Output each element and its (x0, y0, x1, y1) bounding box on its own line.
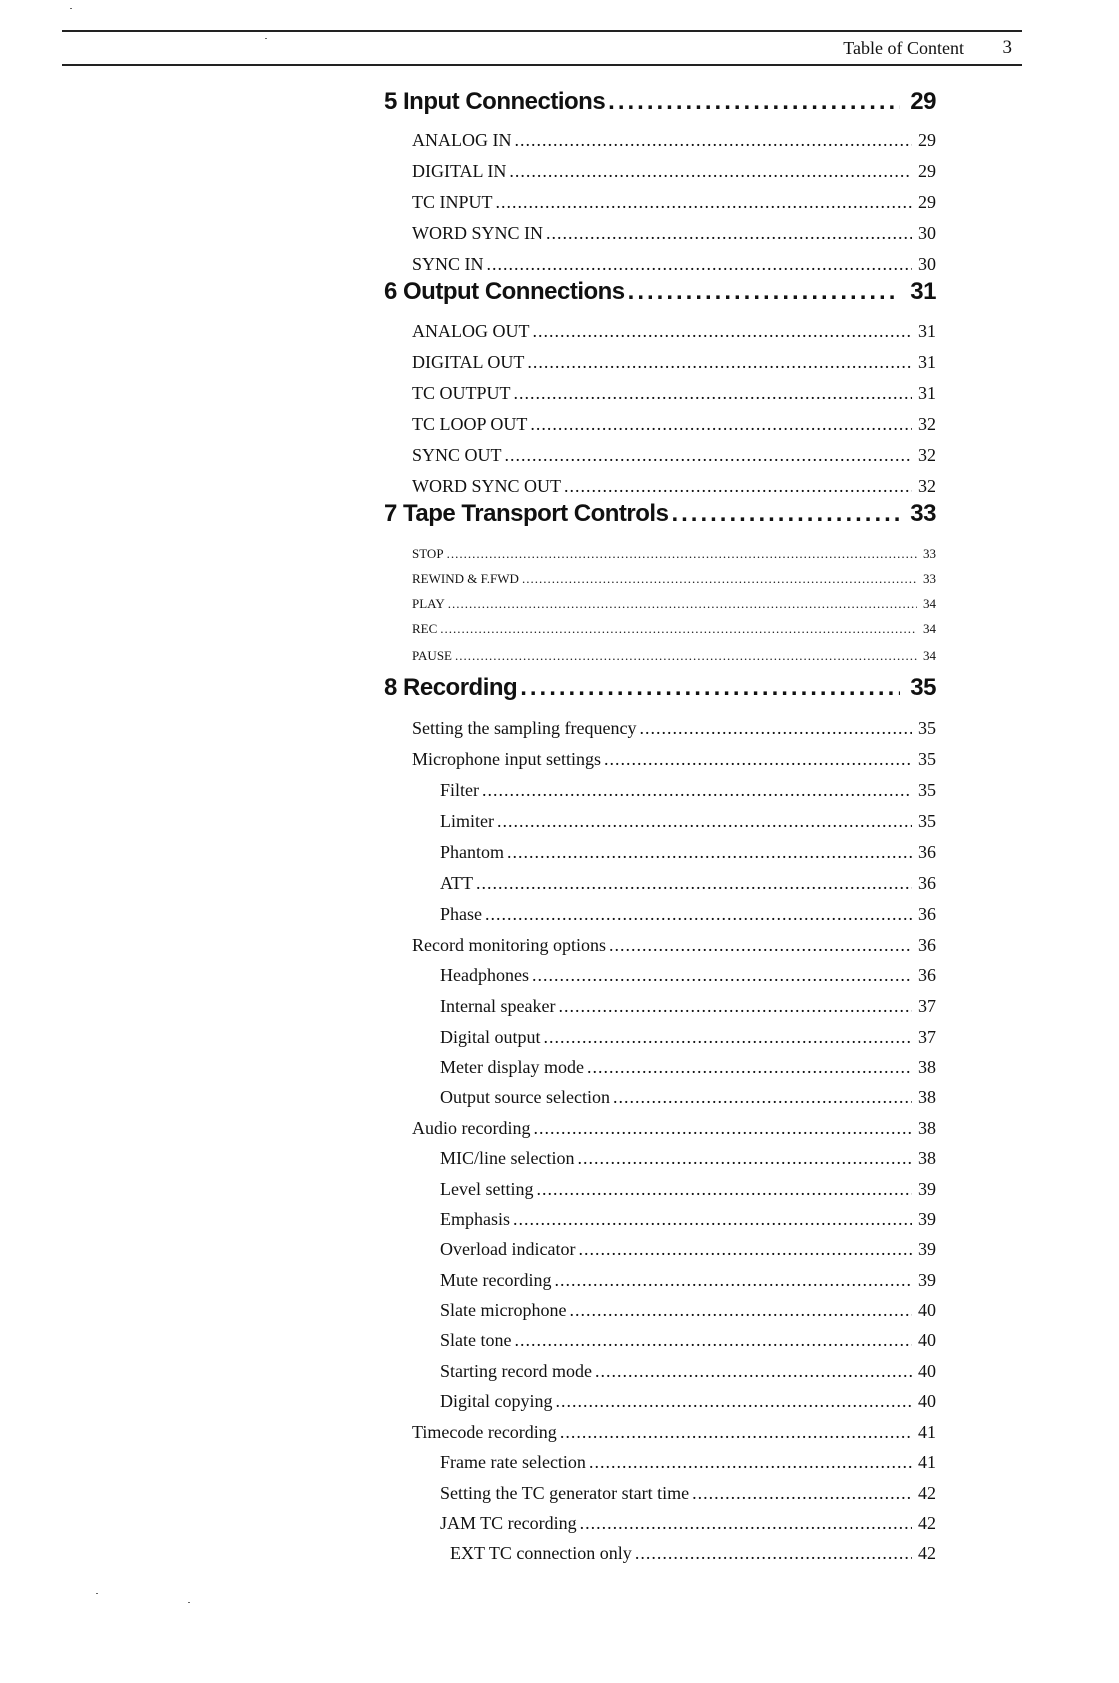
scan-speck (188, 1602, 190, 1603)
toc-item-audio-recording[interactable]: Audio recording ..... 38 (412, 1118, 936, 1139)
toc-item-emphasis[interactable]: Emphasis ..... 39 (440, 1209, 936, 1230)
toc-item-play[interactable]: PLAY ..... 34 (412, 596, 936, 612)
toc-item-tc-output[interactable]: TC OUTPUT ..... 31 (412, 383, 936, 404)
toc-item-ext-tc-connection-only[interactable]: EXT TC connection only ..... 42 (450, 1543, 936, 1564)
toc-item-overload-indicator[interactable]: Overload indicator ..... 39 (440, 1239, 936, 1260)
toc-item-pause[interactable]: PAUSE ..... 34 (412, 648, 936, 664)
toc-item-filter[interactable]: Filter ..... 35 (440, 780, 936, 801)
toc-item-sampling-frequency[interactable]: Setting the sampling frequency ..... 35 (412, 718, 936, 739)
scan-speck (96, 1593, 98, 1594)
toc-item-timecode-recording[interactable]: Timecode recording ..... 41 (412, 1422, 936, 1443)
toc-section-tape-transport-controls[interactable]: 7 Tape Transport Controls ..... 33 (384, 500, 936, 528)
toc-section-input-connections[interactable]: 5 Input Connections ..... 29 (384, 88, 936, 116)
toc-item-tc-loop-out[interactable]: TC LOOP OUT ..... 32 (412, 414, 936, 435)
toc-item-rewind-ffwd[interactable]: REWIND & F.FWD ..... 33 (412, 571, 936, 587)
toc-item-tc-generator-start-time[interactable]: Setting the TC generator start time ..... 42 (440, 1483, 936, 1504)
toc-item-sync-out[interactable]: SYNC OUT ..... 32 (412, 445, 936, 466)
page-header (62, 30, 1022, 66)
toc-item-slate-tone[interactable]: Slate tone ..... 40 (440, 1330, 936, 1351)
header-rule-bottom (62, 64, 1022, 66)
toc-item-starting-record-mode[interactable]: Starting record mode ..... 40 (440, 1361, 936, 1382)
toc-item-analog-out[interactable]: ANALOG OUT ..... 31 (412, 321, 936, 342)
toc-item-digital-copying[interactable]: Digital copying ..... 40 (440, 1391, 936, 1412)
toc-item-internal-speaker[interactable]: Internal speaker ..... 37 (440, 996, 936, 1017)
toc-item-digital-output[interactable]: Digital output ..... 37 (440, 1027, 936, 1048)
toc-item-limiter[interactable]: Limiter ..... 35 (440, 811, 936, 832)
toc-item-mute-recording[interactable]: Mute recording ..... 39 (440, 1270, 936, 1291)
toc-item-att[interactable]: ATT ..... 36 (440, 873, 936, 894)
toc-section-recording[interactable]: 8 Recording ..... 35 (384, 674, 936, 702)
toc-item-analog-in[interactable]: ANALOG IN ..... 29 (412, 130, 936, 151)
toc-item-slate-microphone[interactable]: Slate microphone ..... 40 (440, 1300, 936, 1321)
toc-item-digital-in[interactable]: DIGITAL IN ..... 29 (412, 161, 936, 182)
header-title: Table of Content (843, 38, 964, 58)
toc-item-microphone-input-settings[interactable]: Microphone input settings ..... 35 (412, 749, 936, 770)
toc-item-jam-tc-recording[interactable]: JAM TC recording ..... 42 (440, 1513, 936, 1534)
toc-item-rec[interactable]: REC ..... 34 (412, 621, 936, 637)
scan-speck (70, 8, 72, 9)
toc-item-word-sync-out[interactable]: WORD SYNC OUT ..... 32 (412, 476, 936, 497)
toc-item-word-sync-in[interactable]: WORD SYNC IN ..... 30 (412, 223, 936, 244)
toc-item-tc-input[interactable]: TC INPUT ..... 29 (412, 192, 936, 213)
toc-section-output-connections[interactable]: 6 Output Connections ..... 31 (384, 278, 936, 306)
toc-item-meter-display-mode[interactable]: Meter display mode ..... 38 (440, 1057, 936, 1078)
toc-item-headphones[interactable]: Headphones ..... 36 (440, 965, 936, 986)
toc-item-phantom[interactable]: Phantom ..... 36 (440, 842, 936, 863)
toc-item-stop[interactable]: STOP ..... 33 (412, 546, 936, 562)
header-page-number: 3 (1002, 37, 1012, 58)
toc-item-phase[interactable]: Phase ..... 36 (440, 904, 936, 925)
toc-item-sync-in[interactable]: SYNC IN ..... 30 (412, 254, 936, 275)
toc-item-record-monitoring-options[interactable]: Record monitoring options ..... 36 (412, 935, 936, 956)
toc-item-mic-line-selection[interactable]: MIC/line selection ..... 38 (440, 1148, 936, 1169)
header-rule-top (62, 30, 1022, 32)
toc-item-digital-out[interactable]: DIGITAL OUT ..... 31 (412, 352, 936, 373)
toc-item-frame-rate-selection[interactable]: Frame rate selection ..... 41 (440, 1452, 936, 1473)
toc-item-output-source-selection[interactable]: Output source selection ..... 38 (440, 1087, 936, 1108)
scan-speck (265, 38, 267, 39)
toc-item-level-setting[interactable]: Level setting ..... 39 (440, 1179, 936, 1200)
